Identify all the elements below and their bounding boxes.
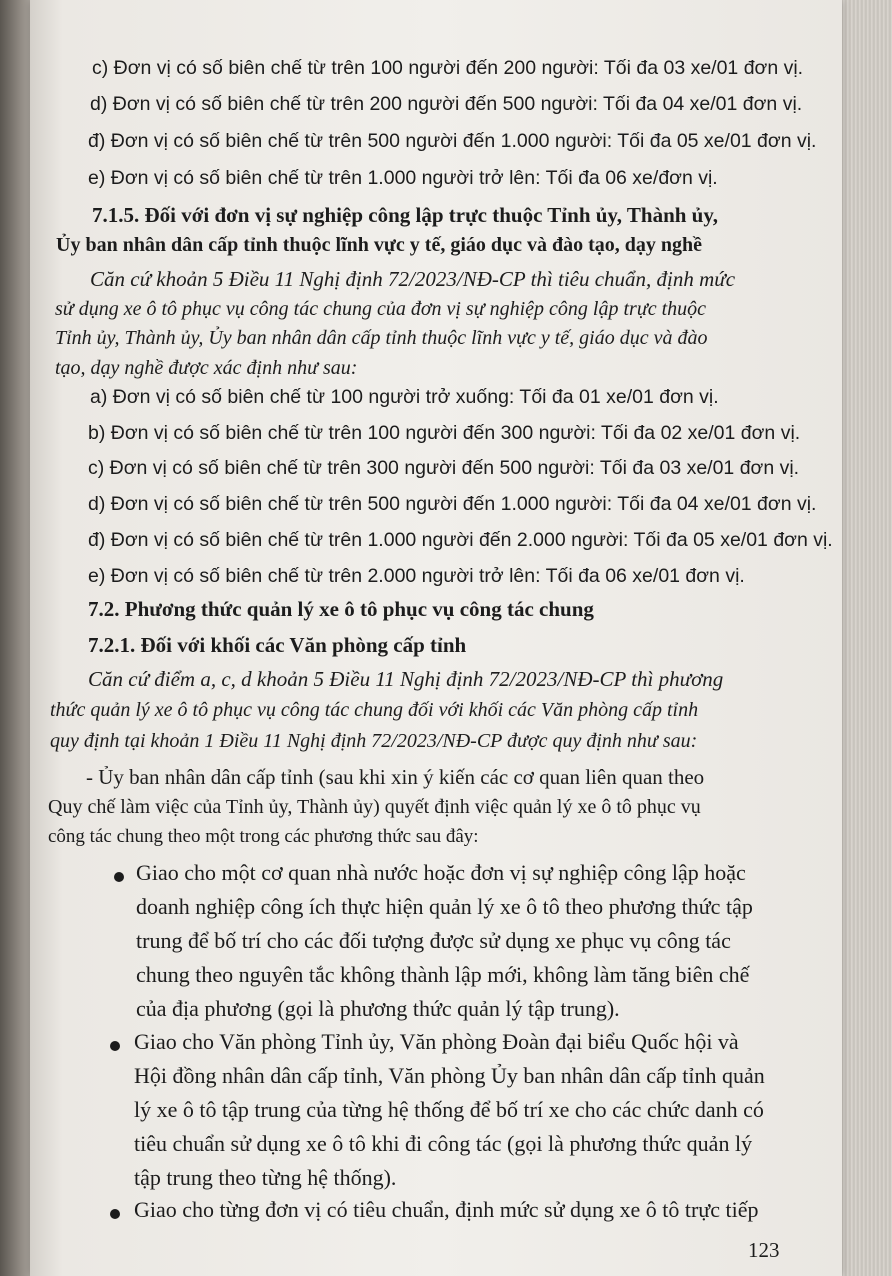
- bullet-line: chung theo nguyên tắc không thành lập mới, không làm tăng biên chế: [136, 962, 750, 987]
- list-item: e) Đơn vị có số biên chế từ trên 1.000 người trở lên: Tối đa 06 xe/đơn vị.: [88, 167, 718, 189]
- list-item: d) Đơn vị có số biên chế từ trên 200 người đến 500 người: Tối đa 04 xe/01 đơn vị.: [90, 93, 803, 115]
- list-item: đ) Đơn vị có số biên chế từ trên 500 người đến 1.000 người: Tối đa 05 xe/01 đơn vị.: [88, 130, 817, 152]
- paragraph-line: thức quản lý xe ô tô phục vụ công tác chung đối với khối các Văn phòng cấp tỉnh: [50, 699, 699, 721]
- page-stack-edge: [840, 0, 892, 1276]
- list-item: c) Đơn vị có số biên chế từ trên 100 người đến 200 người: Tối đa 03 xe/01 đơn vị.: [92, 57, 804, 79]
- book-page: [30, 0, 842, 1276]
- list-item: e) Đơn vị có số biên chế từ trên 2.000 người trở lên: Tối đa 06 xe/01 đơn vị.: [88, 565, 745, 587]
- page-number: 123: [748, 1238, 780, 1262]
- list-item: b) Đơn vị có số biên chế từ trên 100 người đến 300 người: Tối đa 02 xe/01 đơn vị.: [88, 422, 801, 444]
- list-item: đ) Đơn vị có số biên chế từ trên 1.000 người đến 2.000 người: Tối đa 05 xe/01 đơn vị.: [88, 529, 833, 551]
- paragraph-line: công tác chung theo một trong các phương thức sau đây:: [48, 826, 479, 847]
- bullet-line: doanh nghiệp công ích thực hiện quản lý xe ô tô theo phương thức tập: [136, 894, 753, 919]
- bullet-line: tiêu chuẩn sử dụng xe ô tô khi đi công tác (gọi là phương thức quản lý: [134, 1131, 753, 1156]
- list-item: c) Đơn vị có số biên chế từ trên 300 người đến 500 người: Tối đa 03 xe/01 đơn vị.: [88, 457, 800, 479]
- paragraph-line: Căn cứ điểm a, c, d khoản 5 Điều 11 Nghị định 72/2023/NĐ-CP thì phương: [88, 667, 724, 691]
- bullet-icon: [114, 872, 124, 882]
- bullet-icon: [110, 1041, 120, 1051]
- bullet-line: Giao cho một cơ quan nhà nước hoặc đơn vị sự nghiệp công lập hoặc: [136, 860, 746, 885]
- bullet-line: Hội đồng nhân dân cấp tỉnh, Văn phòng Ủy ban nhân dân cấp tỉnh quản: [134, 1063, 765, 1088]
- section-heading: 7.2. Phương thức quản lý xe ô tô phục vụ công tác chung: [88, 597, 594, 621]
- paragraph-line: Quy chế làm việc của Tỉnh ủy, Thành ủy) quyết định việc quản lý xe ô tô phục vụ: [48, 796, 701, 818]
- bullet-line: Giao cho từng đơn vị có tiêu chuẩn, định mức sử dụng xe ô tô trực tiếp: [134, 1197, 759, 1222]
- section-heading: Ủy ban nhân dân cấp tỉnh thuộc lĩnh vực y tế, giáo dục và đào tạo, dạy nghề: [56, 234, 703, 256]
- paragraph-line: Tỉnh ủy, Thành ủy, Ủy ban nhân dân cấp tỉnh thuộc lĩnh vực y tế, giáo dục và đào: [55, 327, 708, 349]
- paragraph-line: tạo, dạy nghề được xác định như sau:: [55, 357, 358, 379]
- subsection-heading: 7.2.1. Đối với khối các Văn phòng cấp tỉnh: [88, 633, 467, 657]
- paragraph-line: Căn cứ khoản 5 Điều 11 Nghị định 72/2023/NĐ-CP thì tiêu chuẩn, định mức: [90, 267, 736, 291]
- bullet-line: tập trung theo từng hệ thống).: [134, 1165, 397, 1190]
- list-item: a) Đơn vị có số biên chế từ 100 người trở xuống: Tối đa 01 xe/01 đơn vị.: [90, 386, 719, 408]
- paragraph-line: sử dụng xe ô tô phục vụ công tác chung của đơn vị sự nghiệp công lập trực thuộc: [55, 298, 707, 320]
- bullet-line: trung để bố trí cho các đối tượng được sử dụng xe phục vụ công tác: [136, 928, 731, 953]
- bullet-line: lý xe ô tô tập trung của từng hệ thống để bố trí xe cho các chức danh có: [134, 1097, 764, 1122]
- bullet-line: Giao cho Văn phòng Tỉnh ủy, Văn phòng Đoàn đại biểu Quốc hội và: [134, 1029, 739, 1054]
- list-item: d) Đơn vị có số biên chế từ trên 500 người đến 1.000 người: Tối đa 04 xe/01 đơn vị.: [88, 493, 817, 515]
- section-heading: 7.1.5. Đối với đơn vị sự nghiệp công lập trực thuộc Tỉnh ủy, Thành ủy,: [92, 203, 718, 227]
- paragraph-line: - Ủy ban nhân dân cấp tỉnh (sau khi xin ý kiến các cơ quan liên quan theo: [86, 765, 705, 789]
- bullet-icon: [110, 1209, 120, 1219]
- bullet-line: của địa phương (gọi là phương thức quản lý tập trung).: [136, 996, 620, 1021]
- paragraph-line: quy định tại khoản 1 Điều 11 Nghị định 72/2023/NĐ-CP được quy định như sau:: [50, 730, 698, 752]
